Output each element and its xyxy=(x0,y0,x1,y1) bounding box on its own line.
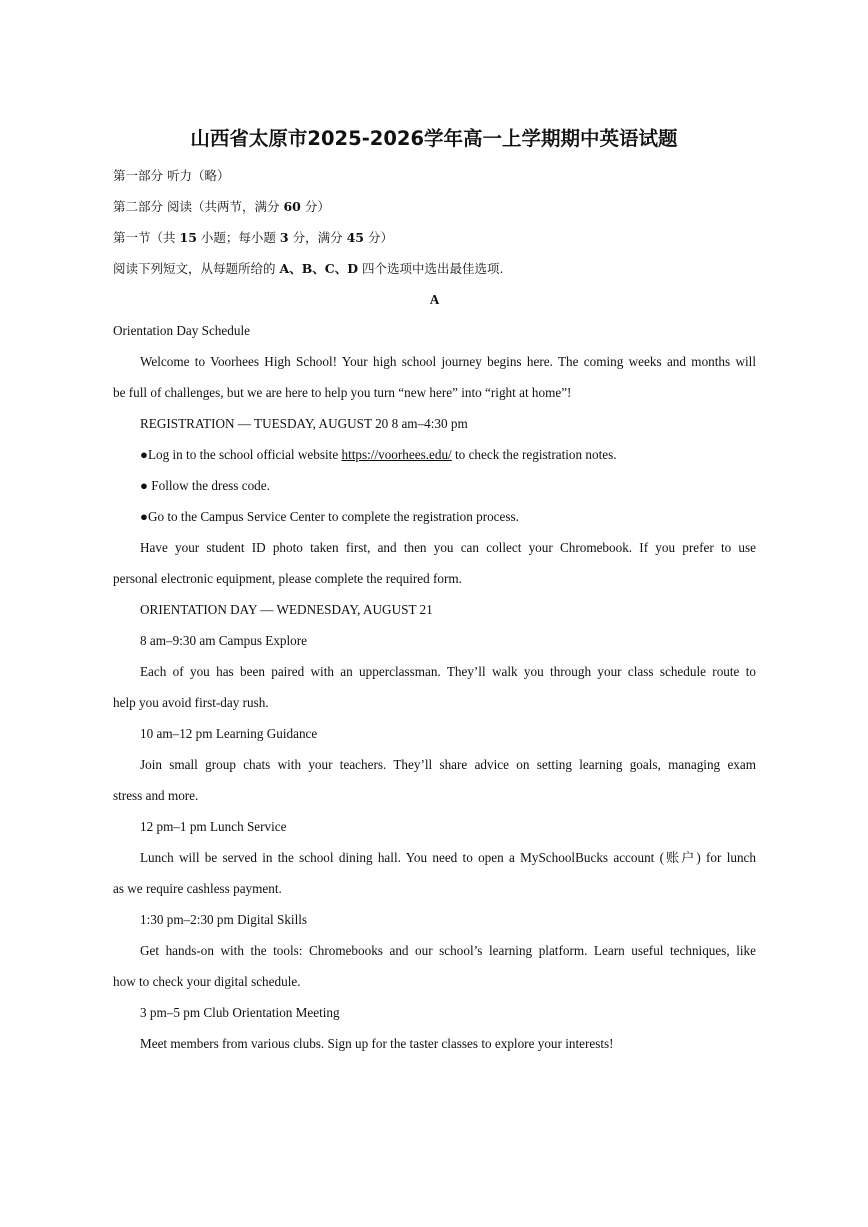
bullet-website-text-b: to check the registration notes. xyxy=(451,447,617,462)
section1-text-d: 分） xyxy=(367,230,393,245)
schedule-item-time: 1:30 pm–2:30 pm Digital Skills xyxy=(140,912,308,927)
photo-line-1: Have your student ID photo taken first, and then you can collect your Chromebook. If you prefer to use xyxy=(140,540,756,555)
part1-heading: 第一部分 听力（略） xyxy=(113,168,230,183)
schedule-item-time: 12 pm–1 pm Lunch Service xyxy=(140,819,287,834)
welcome-line-1: Welcome to Voorhees High School! Your high school journey begins here. The coming weeks and months will xyxy=(140,354,756,369)
registration-bullet-website xyxy=(113,439,756,470)
section1-heading xyxy=(113,222,756,253)
schedule-item-desc: Get hands-on with the tools: Chromebooks and our school’s learning platform. Learn useful techniques, like xyxy=(140,943,756,958)
part2-prefix: 第二部分 阅读（共两节，满分 xyxy=(113,199,280,214)
welcome-line-2: be full of challenges, but we are here to help you turn “new here” into “right at home”! xyxy=(113,385,572,400)
section1-text-c: 分，满分 xyxy=(292,230,343,245)
schedule-item-desc-cont: as we require cashless payment. xyxy=(113,881,282,896)
instruction-text-a: 阅读下列短文，从每题所给的 xyxy=(113,261,276,276)
section1-count: 15 xyxy=(179,230,197,245)
schedule-item-desc-cont: help you avoid first-day rush. xyxy=(113,695,269,710)
part2-heading xyxy=(113,191,756,222)
schedule-item-desc: Each of you has been paired with an upperclassman. They’ll walk you through your class schedule route to xyxy=(140,664,756,679)
registration-heading: REGISTRATION — TUESDAY, AUGUST 20 8 am–4:30 pm xyxy=(140,416,468,431)
section1-points: 3 xyxy=(279,230,289,245)
schedule-item-desc: Join small group chats with your teachers. They’ll share advice on setting learning goals, managing exam xyxy=(140,757,756,772)
section1-text-a: 第一节（共 xyxy=(113,230,176,245)
schedule-item-desc: Lunch will be served in the school dining hall. You need to open a MySchoolBucks account (账户) for lunch xyxy=(140,850,756,865)
bullet-website-text-a: ●Log in to the school official website xyxy=(140,447,342,462)
instruction-options: A、B、C、D xyxy=(279,261,359,276)
schedule-item-time: 10 am–12 pm Learning Guidance xyxy=(140,726,318,741)
schedule-item-desc: Meet members from various clubs. Sign up for the taster classes to explore your interests! xyxy=(140,1036,614,1051)
school-website-link[interactable]: https://voorhees.edu/ xyxy=(341,447,452,462)
schedule-item-desc-cont: stress and more. xyxy=(113,788,199,803)
instruction-text-b: 四个选项中选出最佳选项. xyxy=(362,261,504,276)
part2-suffix: 分） xyxy=(304,199,330,214)
section1-text-b: 小题；每小题 xyxy=(200,230,276,245)
photo-line-2: personal electronic equipment, please complete the required form. xyxy=(113,571,462,586)
document-body xyxy=(113,160,756,1059)
passage-heading: Orientation Day Schedule xyxy=(113,323,250,338)
registration-bullet-service-center: ●Go to the Campus Service Center to complete the registration process. xyxy=(140,509,519,524)
registration-bullet-dress-code: ● Follow the dress code. xyxy=(140,478,270,493)
section1-total: 45 xyxy=(346,230,364,245)
passage-label: A xyxy=(429,292,440,307)
schedule-item-time: 8 am–9:30 am Campus Explore xyxy=(140,633,308,648)
instruction-line xyxy=(113,253,756,284)
part2-score: 60 xyxy=(283,199,301,214)
schedule-item-time: 3 pm–5 pm Club Orientation Meeting xyxy=(140,1005,340,1020)
orientation-heading: ORIENTATION DAY — WEDNESDAY, AUGUST 21 xyxy=(140,602,433,617)
schedule-item-desc-cont: how to check your digital schedule. xyxy=(113,974,301,989)
page-title: 山西省太原市2025-2026学年高一上学期期中英语试题 xyxy=(190,127,678,150)
